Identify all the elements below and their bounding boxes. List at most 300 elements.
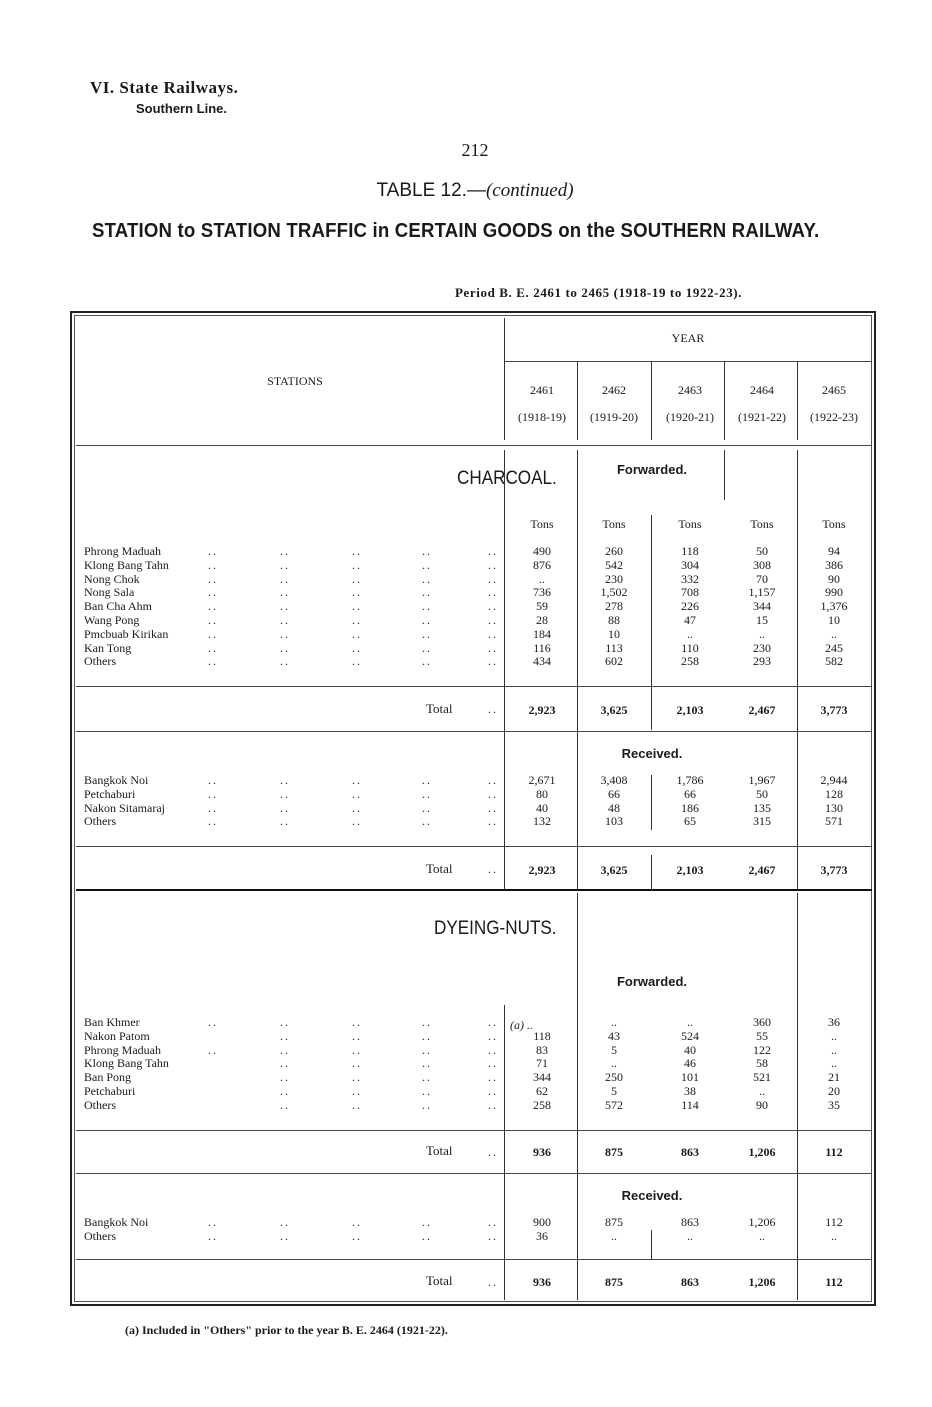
total-label: Total: [426, 1273, 453, 1288]
table-title-continued: (continued): [485, 180, 574, 201]
value-cell: 10: [608, 626, 620, 641]
value-cell: 990: [825, 585, 843, 600]
value-cell: ..: [611, 1228, 617, 1243]
leader-dots: ..: [422, 1084, 432, 1098]
value-cell: 5: [611, 1042, 617, 1057]
value-cell: 490: [533, 544, 551, 558]
leader-dots: ..: [280, 571, 290, 586]
total-cell: 2,103: [676, 863, 704, 877]
leader-dots: ..: [352, 814, 362, 829]
leader-dots: ..: [422, 1056, 432, 1071]
leader-dots: ..: [422, 1228, 432, 1243]
station-name: Klong Bang Tahn: [84, 1056, 169, 1071]
leader-dots: ..: [422, 773, 432, 787]
total-label: Total: [426, 1143, 453, 1158]
value-cell: 708: [681, 585, 699, 600]
leader-dots: ..: [280, 1028, 290, 1043]
leader-dots: ..: [422, 599, 432, 614]
value-cell: 308: [753, 557, 771, 572]
leader-dots: ..: [422, 1070, 432, 1085]
leader-dots: ..: [422, 557, 432, 572]
value-cell: 122: [753, 1042, 771, 1057]
value-cell: 184: [533, 626, 551, 641]
total-dots: ..: [488, 862, 498, 876]
value-cell: 132: [533, 814, 551, 829]
total-cell: 112: [825, 1145, 843, 1159]
leader-dots: ..: [208, 571, 218, 586]
leader-dots: ..: [488, 1028, 498, 1043]
leader-dots: ..: [352, 786, 362, 801]
value-cell: 112: [825, 1215, 843, 1229]
value-cell: 46: [684, 1056, 696, 1071]
total-cell: 112: [825, 1275, 843, 1289]
leader-dots: ..: [422, 626, 432, 641]
value-cell: ..: [831, 1028, 837, 1043]
year-ad: (1922-23): [810, 410, 858, 424]
leader-dots: ..: [352, 640, 362, 655]
table-title: [0, 180, 932, 202]
year-header: YEAR: [671, 331, 705, 345]
value-cell: 571: [825, 814, 843, 829]
value-cell: ..: [831, 1042, 837, 1057]
value-cell: 118: [533, 1028, 551, 1043]
value-cell: ..: [831, 626, 837, 641]
leader-dots: ..: [208, 544, 218, 558]
value-cell: 344: [533, 1070, 551, 1085]
dyeing-nuts-title: DYEING-NUTS.: [434, 918, 557, 939]
leader-dots: ..: [352, 1070, 362, 1085]
station-name: Nong Chok: [84, 571, 140, 586]
received-label: Received.: [621, 1188, 683, 1203]
unit-label: Tons: [530, 517, 554, 531]
value-cell: 90: [828, 571, 840, 586]
leader-dots: ..: [352, 626, 362, 641]
value-cell: 58: [756, 1056, 768, 1071]
year-be: 2463: [678, 383, 702, 397]
value-cell: ..: [687, 626, 693, 641]
leader-dots: ..: [352, 1028, 362, 1043]
column-rule: [651, 775, 652, 830]
leader-dots: ..: [488, 544, 498, 558]
value-cell: ..: [759, 626, 765, 641]
leader-dots: ..: [422, 786, 432, 801]
station-name: Phrong Maduah: [84, 1042, 161, 1057]
leader-dots: ..: [208, 640, 218, 655]
value-cell: 59: [536, 599, 548, 614]
value-cell: 5: [611, 1084, 617, 1098]
value-cell: 113: [605, 640, 623, 655]
value-cell: 36: [536, 1228, 548, 1243]
value-cell: 260: [605, 544, 623, 558]
value-cell: 1,967: [748, 773, 776, 787]
leader-dots: ..: [488, 626, 498, 641]
leader-dots: ..: [208, 557, 218, 572]
value-cell: 1,502: [600, 585, 628, 600]
value-cell: 258: [681, 654, 699, 669]
station-name: Pmcbuab Kirikan: [84, 626, 169, 641]
value-cell: 524: [681, 1028, 699, 1043]
year-ad: (1918-19): [518, 410, 566, 424]
value-cell: 66: [684, 786, 696, 801]
column-rule: [651, 515, 652, 730]
received-label: Received.: [621, 746, 683, 761]
value-cell: 3,408: [600, 773, 628, 787]
value-cell: 602: [605, 654, 623, 669]
footnote-marker: (a) ..: [510, 1018, 533, 1032]
leader-dots: ..: [280, 786, 290, 801]
forwarded-label: Forwarded.: [616, 462, 688, 477]
leader-dots: ..: [280, 599, 290, 614]
leader-dots: ..: [280, 626, 290, 641]
value-cell: 28: [536, 613, 548, 627]
row-rule: [76, 1259, 872, 1260]
period-line: Period B. E. 2461 to 2465 (1918-19 to 1922-23).: [455, 285, 743, 300]
leader-dots: ..: [208, 1015, 218, 1029]
unit-label: Tons: [602, 517, 626, 531]
value-cell: 521: [753, 1070, 771, 1085]
value-cell: 101: [681, 1070, 699, 1085]
value-cell: 1,206: [748, 1215, 776, 1229]
year-be: 2465: [822, 383, 846, 397]
station-name: Wang Pong: [84, 613, 140, 627]
value-cell: 863: [681, 1215, 699, 1229]
value-cell: 2,944: [820, 773, 848, 787]
station-name: Ban Pong: [84, 1070, 132, 1085]
leader-dots: ..: [352, 1084, 362, 1098]
leader-dots: ..: [280, 544, 290, 558]
leader-dots: ..: [280, 1042, 290, 1057]
total-cell: 875: [605, 1275, 623, 1289]
value-cell: 230: [605, 571, 623, 586]
value-cell: 21: [828, 1070, 840, 1085]
value-cell: ..: [687, 1015, 693, 1029]
value-cell: 736: [533, 585, 551, 600]
value-cell: 15: [756, 613, 768, 627]
total-cell: 3,625: [600, 703, 628, 717]
total-dots: ..: [488, 1145, 498, 1159]
station-name: Petchaburi: [84, 786, 136, 801]
leader-dots: ..: [488, 1042, 498, 1057]
leader-dots: ..: [352, 1228, 362, 1243]
leader-dots: ..: [280, 1215, 290, 1229]
total-cell: 875: [605, 1145, 623, 1159]
station-name: Petchaburi: [84, 1084, 136, 1098]
value-cell: 250: [605, 1070, 623, 1085]
station-name: Nong Sala: [84, 585, 135, 600]
value-cell: 40: [536, 800, 548, 815]
leader-dots: ..: [352, 1042, 362, 1057]
leader-dots: ..: [352, 557, 362, 572]
total-cell: 1,206: [748, 1275, 776, 1289]
leader-dots: ..: [488, 814, 498, 829]
total-cell: 2,467: [748, 863, 776, 877]
row-rule: [504, 361, 872, 362]
leader-dots: ..: [280, 773, 290, 787]
table-title-label: TABLE 12.—: [376, 180, 486, 201]
unit-label: Tons: [750, 517, 774, 531]
leader-dots: ..: [352, 1015, 362, 1029]
value-cell: 572: [605, 1097, 623, 1112]
value-cell: 226: [681, 599, 699, 614]
station-name: Others: [84, 1228, 116, 1243]
leader-dots: ..: [208, 654, 218, 669]
leader-dots: ..: [422, 1097, 432, 1112]
forwarded-label: Forwarded.: [616, 974, 688, 989]
total-cell: 936: [533, 1145, 551, 1159]
value-cell: 1,376: [820, 599, 848, 614]
total-cell: 1,206: [748, 1145, 776, 1159]
leader-dots: ..: [280, 585, 290, 600]
section-heading: VI. State Railways.: [90, 78, 239, 97]
year-ad: (1920-21): [666, 410, 714, 424]
total-cell: 2,467: [748, 703, 776, 717]
station-name: Kan Tong: [84, 640, 132, 655]
leader-dots: ..: [280, 1097, 290, 1112]
value-cell: 90: [756, 1097, 768, 1112]
leader-dots: ..: [488, 585, 498, 600]
leader-dots: ..: [488, 1056, 498, 1071]
row-rule: [76, 686, 872, 687]
value-cell: 1,157: [748, 585, 776, 600]
station-name: Phrong Maduah: [84, 544, 161, 558]
total-cell: 2,103: [676, 703, 704, 717]
year-be: 2462: [602, 383, 626, 397]
value-cell: 71: [536, 1056, 548, 1071]
leader-dots: ..: [352, 1215, 362, 1229]
total-cell: 2,923: [528, 863, 556, 877]
value-cell: 36: [828, 1015, 840, 1029]
value-cell: 20: [828, 1084, 840, 1098]
station-name: Klong Bang Tahn: [84, 557, 169, 572]
leader-dots: ..: [488, 1228, 498, 1243]
value-cell: 50: [756, 544, 768, 558]
column-rule: [724, 450, 725, 500]
column-rule: [577, 362, 578, 440]
value-cell: 386: [825, 557, 843, 572]
station-name: Others: [84, 1097, 116, 1112]
leader-dots: ..: [280, 1070, 290, 1085]
value-cell: 116: [533, 640, 551, 655]
leader-dots: ..: [208, 786, 218, 801]
leader-dots: ..: [208, 1042, 218, 1057]
value-cell: 2,671: [528, 773, 556, 787]
value-cell: 542: [605, 557, 623, 572]
column-rule: [651, 362, 652, 440]
row-rule: [76, 1130, 872, 1131]
leader-dots: ..: [488, 1097, 498, 1112]
value-cell: 65: [684, 814, 696, 829]
year-be: 2464: [750, 383, 774, 397]
leader-dots: ..: [488, 773, 498, 787]
total-label: Total: [426, 861, 453, 876]
leader-dots: ..: [280, 814, 290, 829]
row-rule: [76, 1173, 872, 1174]
station-name: Others: [84, 654, 116, 669]
row-rule: [76, 445, 872, 446]
total-cell: 3,625: [600, 863, 628, 877]
value-cell: 55: [756, 1028, 768, 1043]
total-cell: 936: [533, 1275, 551, 1289]
value-cell: 1,786: [676, 773, 704, 787]
leader-dots: ..: [352, 800, 362, 815]
leader-dots: ..: [352, 613, 362, 627]
value-cell: 80: [536, 786, 548, 801]
leader-dots: ..: [280, 1015, 290, 1029]
leader-dots: ..: [280, 640, 290, 655]
column-rule: [651, 855, 652, 890]
value-cell: 114: [681, 1097, 699, 1112]
value-cell: 344: [753, 599, 771, 614]
value-cell: ..: [611, 1015, 617, 1029]
leader-dots: ..: [422, 544, 432, 558]
value-cell: ..: [831, 1228, 837, 1243]
value-cell: 66: [608, 786, 620, 801]
column-rule: [504, 450, 505, 890]
leader-dots: ..: [422, 800, 432, 815]
value-cell: ..: [759, 1228, 765, 1243]
value-cell: 10: [828, 613, 840, 627]
leader-dots: ..: [208, 1228, 218, 1243]
value-cell: 315: [753, 814, 771, 829]
unit-label: Tons: [822, 517, 846, 531]
value-cell: ..: [759, 1084, 765, 1098]
leader-dots: ..: [422, 571, 432, 586]
value-cell: 70: [756, 571, 768, 586]
leader-dots: ..: [422, 814, 432, 829]
value-cell: 118: [681, 544, 699, 558]
value-cell: 130: [825, 800, 843, 815]
leader-dots: ..: [280, 1228, 290, 1243]
leader-dots: ..: [422, 1015, 432, 1029]
leader-dots: ..: [488, 800, 498, 815]
year-ad: (1921-22): [738, 410, 786, 424]
value-cell: 258: [533, 1097, 551, 1112]
leader-dots: ..: [488, 1215, 498, 1229]
total-cell: 2,923: [528, 703, 556, 717]
value-cell: ..: [687, 1228, 693, 1243]
leader-dots: ..: [352, 1056, 362, 1071]
value-cell: ..: [611, 1056, 617, 1071]
value-cell: 582: [825, 654, 843, 669]
leader-dots: ..: [422, 1215, 432, 1229]
value-cell: 50: [756, 786, 768, 801]
leader-dots: ..: [352, 654, 362, 669]
column-rule: [797, 893, 798, 1300]
value-cell: 876: [533, 557, 551, 572]
leader-dots: ..: [488, 599, 498, 614]
leader-dots: ..: [280, 557, 290, 572]
total-dots: ..: [488, 702, 498, 716]
leader-dots: ..: [280, 654, 290, 669]
total-cell: 3,773: [820, 703, 848, 717]
total-label: Total: [426, 701, 453, 716]
value-cell: 38: [684, 1084, 696, 1098]
column-rule: [724, 362, 725, 440]
station-name: Bangkok Noi: [84, 773, 149, 787]
value-cell: 128: [825, 786, 843, 801]
leader-dots: ..: [280, 613, 290, 627]
value-cell: 332: [681, 571, 699, 586]
footnote: (a) Included in "Others" prior to the year B. E. 2464 (1921-22).: [125, 1323, 448, 1337]
column-rule: [577, 450, 578, 890]
column-rule: [504, 1005, 505, 1300]
value-cell: 47: [684, 613, 696, 627]
column-rule: [504, 318, 505, 440]
leader-dots: ..: [488, 640, 498, 655]
main-title: STATION to STATION TRAFFIC in CERTAIN GOODS on the SOUTHERN RAILWAY.: [92, 220, 820, 242]
leader-dots: ..: [280, 1084, 290, 1098]
leader-dots: ..: [208, 613, 218, 627]
total-cell: 3,773: [820, 863, 848, 877]
value-cell: 304: [681, 557, 699, 572]
leader-dots: ..: [488, 1070, 498, 1085]
year-ad: (1919-20): [590, 410, 638, 424]
value-cell: 360: [753, 1015, 771, 1029]
leader-dots: ..: [488, 571, 498, 586]
year-be: 2461: [530, 383, 554, 397]
leader-dots: ..: [208, 585, 218, 600]
row-rule: [76, 846, 872, 847]
leader-dots: ..: [422, 1042, 432, 1057]
value-cell: 88: [608, 613, 620, 627]
leader-dots: ..: [208, 814, 218, 829]
station-name: Nakon Sitamaraj: [84, 800, 165, 815]
value-cell: 35: [828, 1097, 840, 1112]
column-rule: [577, 893, 578, 1300]
value-cell: ..: [539, 571, 545, 586]
row-rule: [76, 731, 872, 732]
value-cell: 230: [753, 640, 771, 655]
leader-dots: ..: [488, 613, 498, 627]
value-cell: 43: [608, 1028, 620, 1043]
leader-dots: ..: [422, 1028, 432, 1043]
station-name: Nakon Patom: [84, 1028, 150, 1043]
leader-dots: ..: [488, 1015, 498, 1029]
column-rule: [797, 362, 798, 440]
value-cell: ..: [831, 1056, 837, 1071]
value-cell: 875: [605, 1215, 623, 1229]
leader-dots: ..: [280, 800, 290, 815]
leader-dots: ..: [352, 585, 362, 600]
leader-dots: ..: [488, 1084, 498, 1098]
leader-dots: ..: [422, 613, 432, 627]
unit-label: Tons: [678, 517, 702, 531]
leader-dots: ..: [488, 654, 498, 669]
leader-dots: ..: [422, 654, 432, 669]
leader-dots: ..: [208, 773, 218, 787]
page-number: 212: [461, 140, 489, 160]
value-cell: 48: [608, 800, 620, 815]
value-cell: 293: [753, 654, 771, 669]
station-name: Ban Cha Ahm: [84, 599, 152, 614]
leader-dots: ..: [352, 599, 362, 614]
value-cell: 245: [825, 640, 843, 655]
stations-header: STATIONS: [267, 374, 323, 388]
leader-dots: ..: [280, 1056, 290, 1071]
leader-dots: ..: [422, 640, 432, 655]
station-name: Ban Khmer: [84, 1015, 140, 1029]
leader-dots: ..: [352, 571, 362, 586]
leader-dots: ..: [352, 773, 362, 787]
value-cell: 94: [828, 544, 840, 558]
value-cell: 900: [533, 1215, 551, 1229]
value-cell: 278: [605, 599, 623, 614]
charcoal-title: CHARCOAL.: [457, 468, 557, 489]
value-cell: 103: [605, 814, 623, 829]
leader-dots: ..: [488, 786, 498, 801]
leader-dots: ..: [208, 599, 218, 614]
station-name: Others: [84, 814, 116, 829]
